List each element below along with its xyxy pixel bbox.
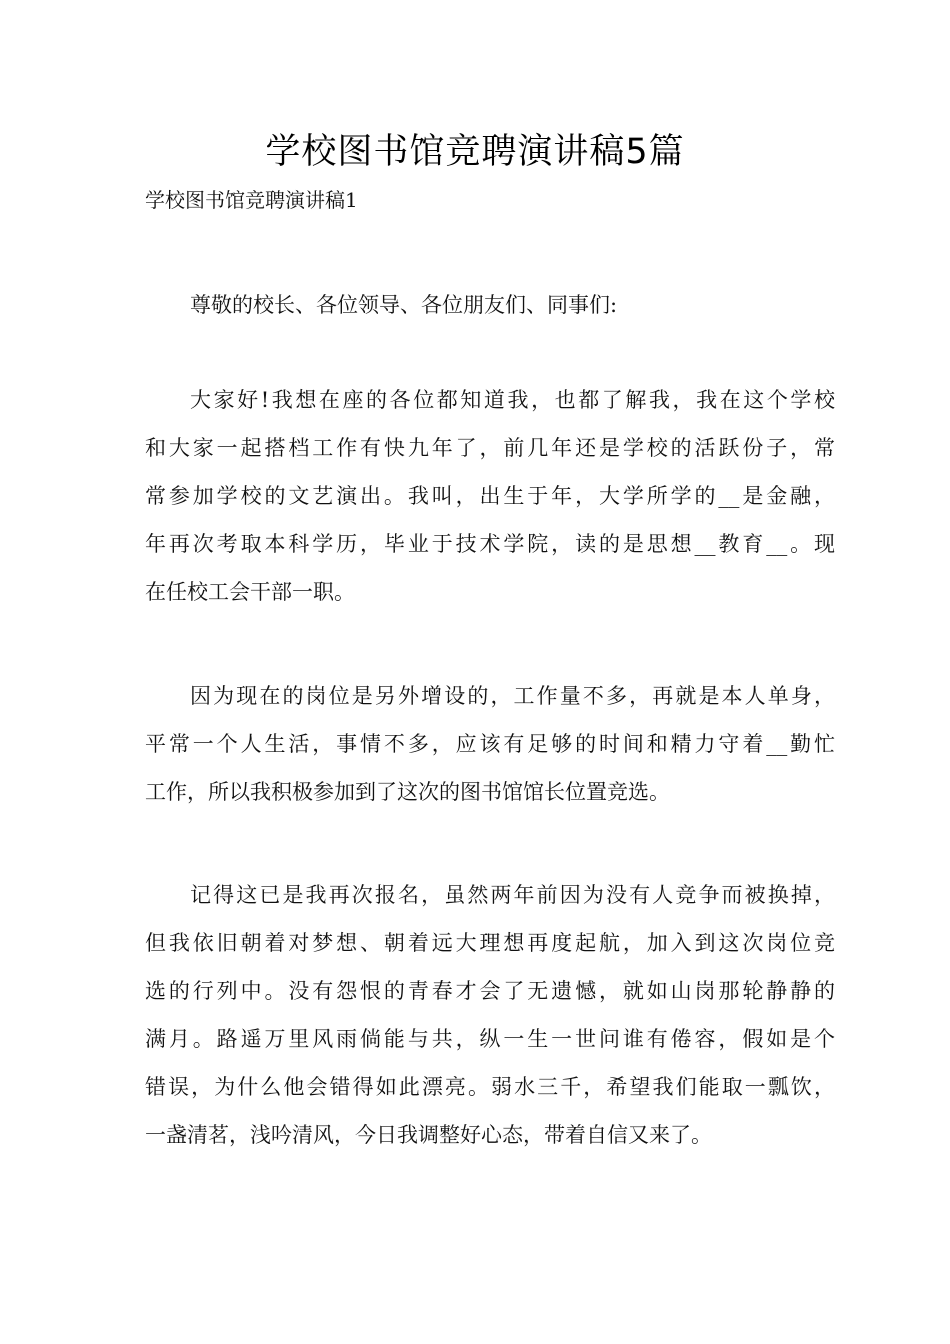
paragraph-line: 大家好!我想在座的各位都知道我，也都了解我，我在这个学校 bbox=[190, 388, 835, 412]
paragraph-line: 平常一个人生活，事情不多，应该有足够的时间和精力守着__勤忙 bbox=[145, 732, 835, 756]
paragraph-line: 和大家一起搭档工作有快九年了，前几年还是学校的活跃份子，常 bbox=[145, 436, 835, 460]
greeting-line: 尊敬的校长、各位领导、各位朋友们、同事们: bbox=[190, 293, 618, 317]
paragraph-line: 年再次考取本科学历，毕业于技术学院，读的是思想__教育__。现 bbox=[145, 532, 835, 556]
greeting-paragraph bbox=[145, 281, 835, 329]
document-title: 学校图书馆竞聘演讲稿5篇 bbox=[265, 132, 685, 172]
paragraph-line: 满月。路遥万里风雨倘能与共，纵一生一世问谁有倦容，假如是个 bbox=[145, 1027, 835, 1051]
paragraph-1 bbox=[145, 376, 835, 616]
paragraph-line: 但我依旧朝着对梦想、朝着远大理想再度起航，加入到这次岗位竞 bbox=[145, 931, 835, 955]
paragraph-line: 错误，为什么他会错得如此漂亮。弱水三千，希望我们能取一瓢饮， bbox=[145, 1075, 835, 1099]
paragraph-line: 常参加学校的文艺演出。我叫，出生于年，大学所学的__是金融， bbox=[145, 484, 835, 508]
paragraph-line: 在任校工会干部一职。 bbox=[145, 580, 355, 604]
paragraph-2 bbox=[145, 672, 835, 816]
paragraph-3 bbox=[145, 871, 835, 1159]
paragraph-line: 工作，所以我积极参加到了这次的图书馆馆长位置竞选。 bbox=[145, 780, 670, 804]
paragraph-line: 选的行列中。没有怨恨的青春才会了无遗憾，就如山岗那轮静静的 bbox=[145, 979, 835, 1003]
paragraph-line: 记得这已是我再次报名，虽然两年前因为没有人竞争而被换掉， bbox=[190, 883, 835, 907]
paragraph-line: 一盏清茗，浅吟清风，今日我调整好心态，带着自信又来了。 bbox=[145, 1123, 712, 1147]
document-subtitle: 学校图书馆竞聘演讲稿1 bbox=[145, 188, 358, 212]
paragraph-line: 因为现在的岗位是另外增设的，工作量不多，再就是本人单身， bbox=[190, 684, 835, 708]
